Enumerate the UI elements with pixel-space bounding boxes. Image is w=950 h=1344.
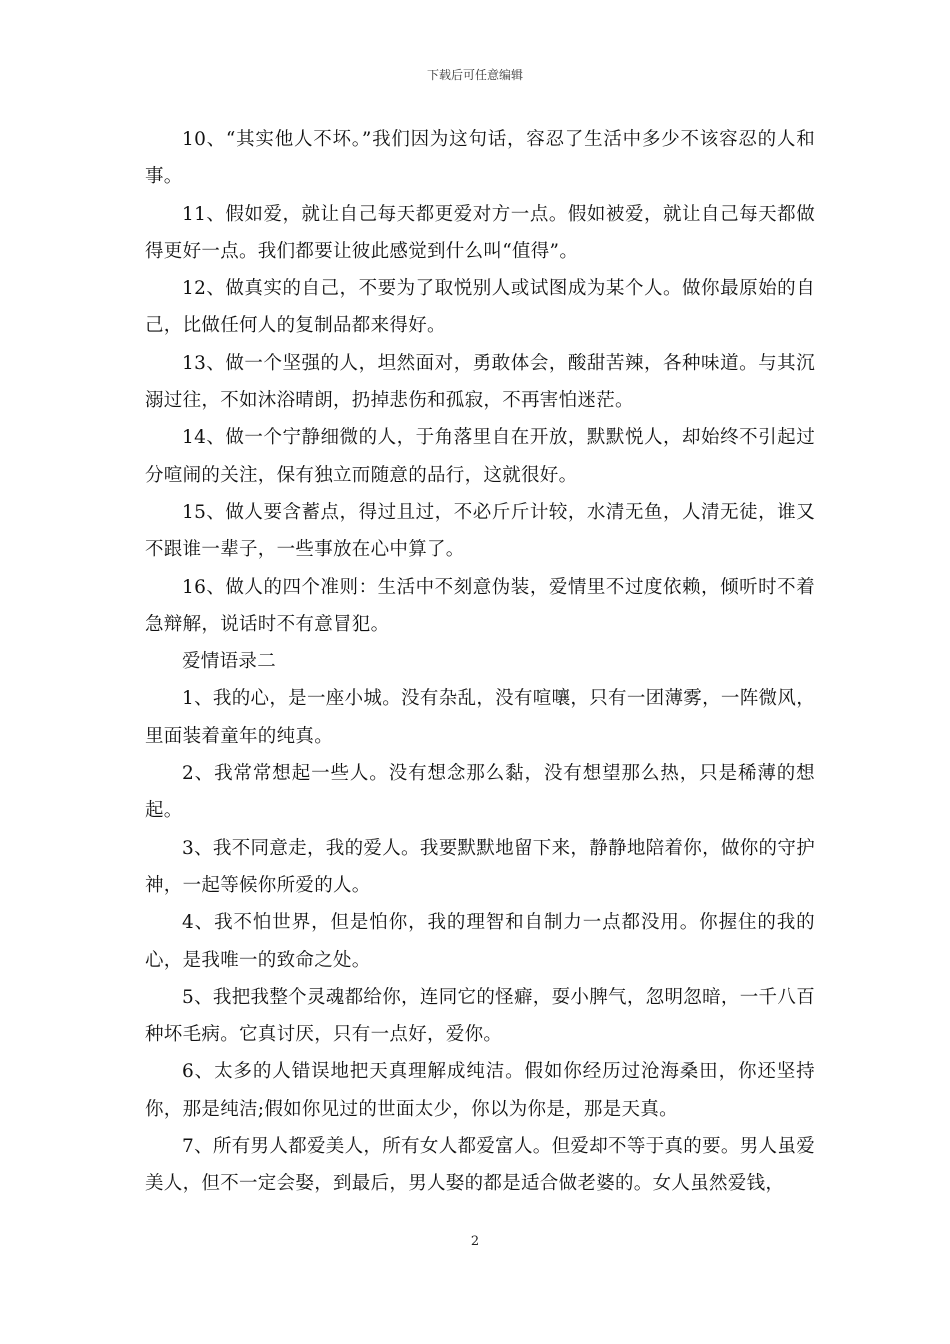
paragraph-16: 16、做人的四个准则：生活中不刻意伪装，爱情里不过度依赖，倾听时不着急辩解，说话时不有意冒犯。 (145, 576, 815, 635)
paragraph-6: 6、太多的人错误地把天真理解成纯洁。假如你经历过沧海桑田，你还坚持你，那是纯洁;假如你见过的世面太少，你以为你是，那是天真。 (145, 1061, 815, 1120)
paragraph-12: 12、做真实的自己，不要为了取悦别人或试图成为某个人。做你最原始的自己，比做任何人的复制品都来得好。 (145, 278, 815, 337)
paragraph-11: 11、假如爱，就让自己每天都更爱对方一点。假如被爱，就让自己每天都做得更好一点。我们都要让彼此感觉到什么叫“值得”。 (145, 203, 815, 262)
paragraph-7: 7、所有男人都爱美人，所有女人都爱富人。但爱却不等于真的要。男人虽爱美人，但不一定会娶，到最后，男人娶的都是适合做老婆的。女人虽然爱钱， (145, 1136, 815, 1195)
section-heading: 爱情语录二 (182, 651, 277, 673)
paragraph-2: 2、我常常想起一些人。没有想念那么黏，没有想望那么热，只是稀薄的想起。 (145, 763, 815, 822)
document-body (145, 121, 815, 1203)
page-number: 2 (470, 1234, 480, 1249)
paragraph-15: 15、做人要含蓄点，得过且过，不必斤斤计较，水清无鱼，人清无徒，谁又不跟谁一辈子，一些事放在心中算了。 (145, 501, 815, 561)
paragraph-14: 14、做一个宁静细微的人，于角落里自在开放，默默悦人，却始终不引起过分喧闹的关注，保有独立而随意的品行，这就很好。 (145, 427, 815, 486)
paragraph-3: 3、我不同意走，我的爱人。我要默默地留下来，静静地陪着你，做你的守护神，一起等候你所爱的人。 (145, 837, 815, 896)
paragraph-4: 4、我不怕世界，但是怕你，我的理智和自制力一点都没用。你握住的我的心，是我唯一的致命之处。 (145, 912, 815, 971)
paragraph-10: 10、“其实他人不坏。”我们因为这句话，容忍了生活中多少不该容忍的人和事。 (145, 129, 815, 188)
paragraph-13: 13、做一个坚强的人，坦然面对，勇敢体会，酸甜苦辣，各种味道。与其沉溺过往，不如沐浴晴朗，扔掉悲伤和孤寂，不再害怕迷茫。 (145, 352, 815, 412)
paragraph-1: 1、我的心，是一座小城。没有杂乱，没有喧嚷，只有一团薄雾，一阵微风，里面装着童年的纯真。 (145, 688, 815, 747)
page-header: 下载后可任意编辑 (426, 68, 523, 82)
paragraph-5: 5、我把我整个灵魂都给你，连同它的怪癖，耍小脾气，忽明忽暗，一千八百种坏毛病。它真讨厌，只有一点好，爱你。 (145, 986, 815, 1046)
